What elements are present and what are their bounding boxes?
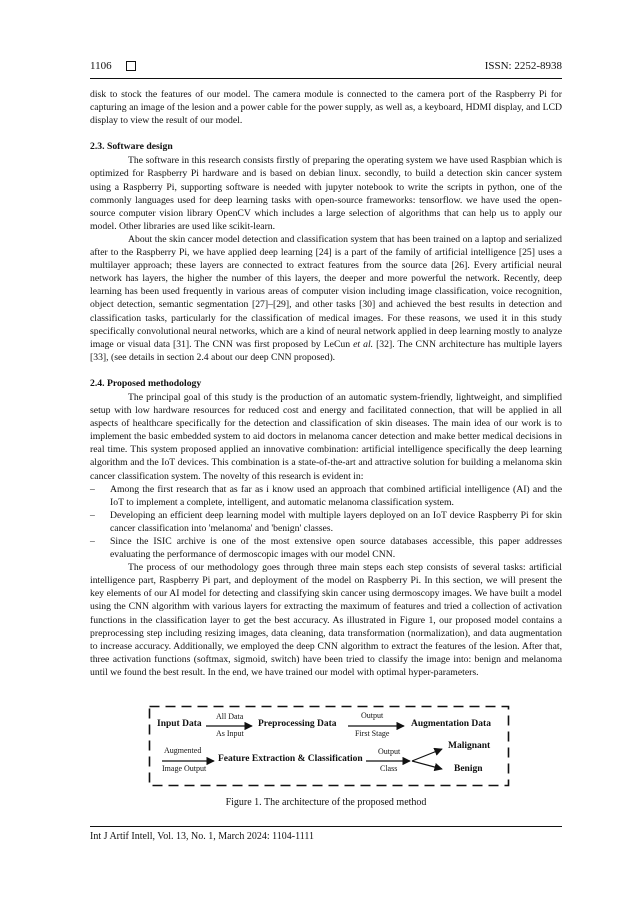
et-al-italic: et al. <box>353 338 374 350</box>
bullet-dash: – <box>90 509 95 521</box>
first-stage-label: First Stage <box>355 729 390 738</box>
output-label-2: Output <box>378 747 401 756</box>
novelty-bullet <box>90 535 562 561</box>
bullet-text: Since the ISIC archive is one of the most extensive open source databases accessible, this paper addresses evaluating the performance of dermoscopic images with our model CNN. <box>110 536 562 561</box>
section-heading-software-design: 2.3. Software design <box>90 141 173 153</box>
main-text <box>90 88 562 679</box>
software-paragraph-2 <box>90 233 562 364</box>
novelty-bullet <box>90 483 562 509</box>
figure-caption: Figure 1. The architecture of the proposed method <box>225 797 427 808</box>
bullet-dash: – <box>90 536 95 547</box>
preprocessing-data-label: Preprocessing Data <box>258 719 337 729</box>
as-input-label: As Input <box>216 729 244 738</box>
augmentation-data-label: Augmentation Data <box>411 719 491 729</box>
bullet-text: Developing an efficient deep learning model with multiple layers deployed on an IoT device Raspberry Pi for skin cancer classification into 'melanoma' and 'benign' classes. <box>110 509 562 534</box>
benign-label: Benign <box>454 764 483 774</box>
methodology-paragraph-1: The principal goal of this study is the production of an automatic system-friendly, lightweight, and simplified setup with low hardware resources for reduced cost and energy and facilitated connection, that will be applied in all aspects of healthcare specifically for the detection and classification of skin diseases. The main idea of our work is to implement the basic embedded system to aid doctors in melanoma cancer detection and make better medical decisions in real time. This system proposed applied an innovative combination: artificial intelligence specifically the deep learning algorithm and the IoT devices. This combination is a state-of-the-art and attractive solution for building a melanoma skin cancer classification system. The novelty of this research is evident in: <box>90 391 562 482</box>
malignant-label: Malignant <box>448 741 491 751</box>
section-heading-proposed-methodology: 2.4. Proposed methodology <box>90 377 202 389</box>
novelty-bullet <box>90 509 562 535</box>
all-data-label: All Data <box>216 712 244 721</box>
intro-paragraph: disk to stock the features of our model. The camera module is connected to the camera port of the Raspberry Pi for capturing an image of the lesion and a power cable for the power supply, as well as, a keyboard, HDMI display, and LCD display to view the result of our model. <box>90 89 562 127</box>
image-output-label: Image Output <box>162 764 207 773</box>
software-paragraph-2-text: About the skin cancer model detection and classification system that has been trained on a laptop and serialized after to the Raspberry Pi, we have applied deep learning [24] is a part of the family of artificial intelligence [25] uses a multilayer approach; these layers are connected to extract features from the source data [26]. Every artificial neural network has layers, the higher the number of this layers, the deeper and more powerful the network. Recently, deep learning has been used frequently in various areas of computer vision including image classification, voice recognition, object detection, semantic segmentation [27]–[29], and other tasks [30] and achieved the best results in detection and classification tasks, particularly for the classification of medical images. For these reasons, we used it in this study specifically convolutional neural networks, which are a kind of neural network applied in deep learning mostly to analyze image or visual data [31]. The CNN was first proposed by LeCun <box>90 233 562 350</box>
output-label-1: Output <box>361 711 384 720</box>
page-number: 1106 <box>90 60 112 72</box>
arrow-class-to-malignant <box>412 749 442 761</box>
bullet-dash: – <box>90 483 95 495</box>
page-header <box>90 60 562 78</box>
software-paragraph-1: The software in this research consists firstly of preparing the operating system we have used Raspbian which is optimized for Raspberry Pi hardware and is based on debian linux. secondly, to build a detection skin cancer system using a Raspberry Pi, supporting software is needed with jupyter notebook to write the scripts in python, one of the commonly languages used for deep learning tasks with open-source frameworks: tensorflow. we have used the open-source computer vision library OpenCV which includes a large selection of algorithms that can help us to apply our model. Other libraries are used like scikit-learn. <box>90 155 562 232</box>
bullet-text: Among the first research that as far as i know used an approach that combined artificial intelligence (AI) and the IoT to implement a complete, intelligent, and automatic melanoma classification system. <box>110 483 562 508</box>
header-rule <box>90 78 562 79</box>
footer-citation: Int J Artif Intell, Vol. 13, No. 1, March 2024: 1104-1111 <box>90 831 314 842</box>
architecture-figure <box>148 705 510 787</box>
software-paragraph-2-end: [32]. The CNN architecture has multiple layers [33], (see details in section 2.4 about our deep CNN proposed). <box>90 338 563 363</box>
augmented-label: Augmented <box>164 746 202 755</box>
methodology-paragraph-2: The process of our methodology goes through three main steps each step consists of several tasks: artificial intelligence part, Raspberry Pi part, and deployment of the model on Raspberry Pi. In this section, we will present the key elements of our AI model for detecting and classifying skin cancer using dermoscopy images. We have built a model using the CNN algorithm with various layers for extracting the maximum of features and tried a collection of activation functions in the classification layer to get the best accuracy. As illustrated in Figure 1, our proposed model contains a preprocessing step including resizing images, data cleaning, data transformation (normalization), and data augmentation to increase accuracy. Additionally, we employed the deep CNN algorithm to extract the features of the lesion. After that, three activation functions (softmax, sigmoid, switch) have been tried to classify the image into: benign and melanoma until we found the best result. In the end, we have trained our model with optimal hyper-parameters. <box>90 562 562 678</box>
input-data-label: Input Data <box>157 719 202 729</box>
issn-label: ISSN: 2252-8938 <box>484 60 562 72</box>
feature-extraction-label: Feature Extraction & Classification <box>218 754 363 764</box>
arrow-class-to-benign <box>412 761 442 769</box>
footer-rule <box>90 826 562 827</box>
square-icon <box>126 61 136 71</box>
class-label: Class <box>380 764 398 773</box>
